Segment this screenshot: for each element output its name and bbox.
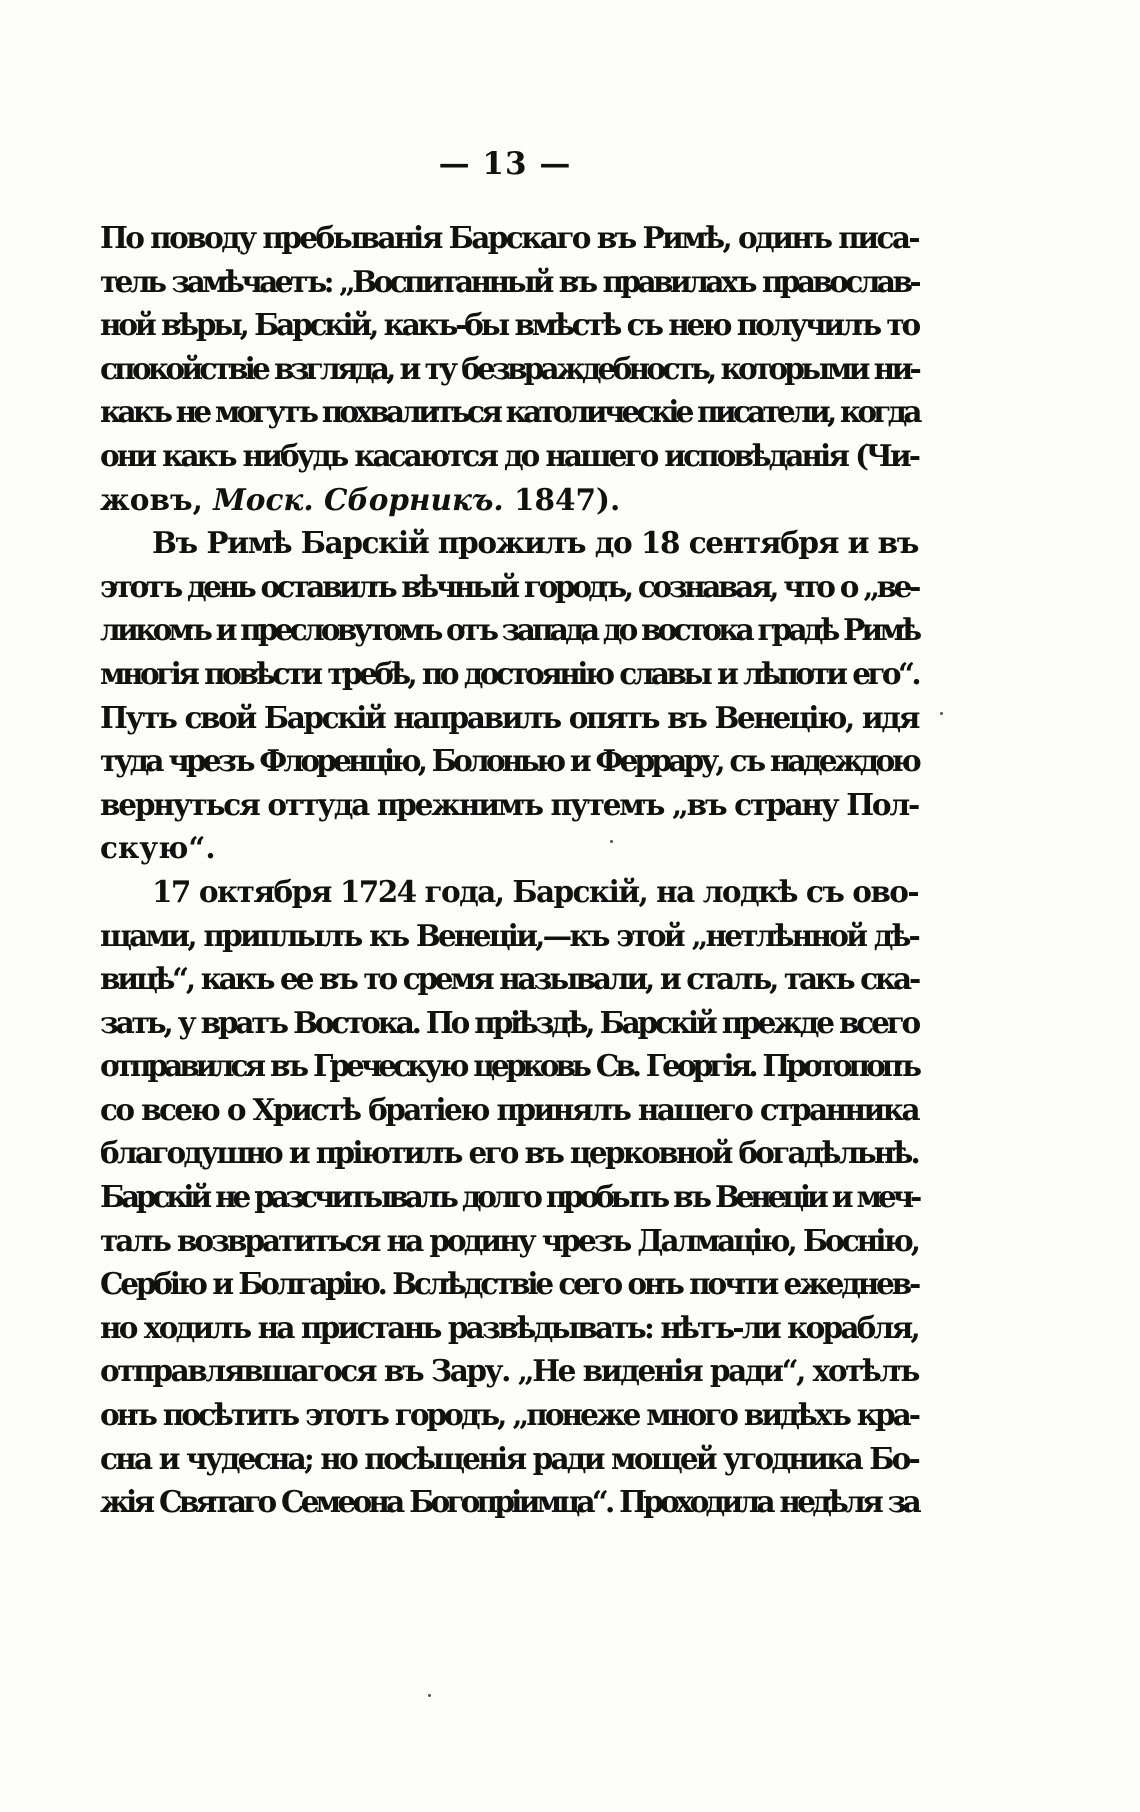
- body-text: [100, 216, 918, 1524]
- scan-speck: [428, 1694, 431, 1697]
- text-line: Въ Римѣ Барскій прожилъ до 18 сентября и въ: [152, 525, 918, 561]
- text-line: вицѣ“, какъ ее въ то сремя называли, и сталъ, такъ ска-: [100, 961, 918, 997]
- text-line: они какъ нибудь касаются до нашего исповѣданія (Чи-: [100, 437, 918, 473]
- journal-title: Моск. Сборникъ.: [213, 481, 504, 517]
- text-fragment: жовъ,: [100, 481, 214, 517]
- text-line: этотъ день оставилъ вѣчный городъ, сознавая, что о „ве-: [100, 568, 918, 604]
- text-line: отправился въ Греческую церковь Св. Георгія. Протопопъ: [100, 1048, 918, 1084]
- text-line: 17 октября 1724 года, Барскій, на лодкѣ съ ово-: [152, 873, 918, 909]
- text-line: щами, приплылъ къ Венеціи,—къ этой „нетлѣнной дѣ-: [100, 917, 918, 953]
- text-line: ликомъ и пресловутомъ отъ запада до востока градѣ Римѣ: [100, 612, 919, 648]
- scan-speck: [610, 840, 613, 843]
- text-fragment: 1847).: [503, 481, 621, 517]
- text-line: онъ посѣтить этотъ городъ, „понеже много видѣхъ кра-: [100, 1397, 918, 1433]
- page-number: — 13 —: [438, 146, 572, 182]
- text-line: вернуться оттуда прежнимъ путемъ „въ страну Пол-: [100, 786, 918, 822]
- text-line: спокойствіе взгляда, и ту безвраждебность, которыми ни-: [100, 350, 918, 386]
- text-line: многія повѣсти требѣ, по достоянію славы и лѣпоти его“.: [100, 655, 918, 691]
- text-line: талъ возвратиться на родину чрезъ Далмацію, Боснію,: [100, 1222, 918, 1258]
- scan-speck: [940, 712, 943, 715]
- text-line: зать, у вратъ Востока. По пріѣздѣ, Барскій прежде всего: [100, 1004, 918, 1040]
- text-line: скую“.: [100, 830, 216, 866]
- text-line: жія Святаго Семеона Богопріимца“. Проходила недѣля за: [100, 1484, 918, 1520]
- text-line: [100, 478, 918, 522]
- text-line: какъ не могутъ похвалиться католическіе писатели, когда: [100, 394, 919, 430]
- text-line: благодушно и пріютилъ его въ церковной богадѣльнѣ.: [100, 1135, 918, 1171]
- text-line: сна и чудесна; но посѣщенія ради мощей угодника Бо-: [100, 1440, 918, 1476]
- text-line: но ходилъ на пристань развѣдывать: нѣтъ-ли корабля,: [100, 1309, 918, 1345]
- text-line: Путь свой Барскій направилъ опять въ Венецію, идя: [100, 699, 918, 735]
- text-line: тель замѣчаетъ: „Воспитанный въ правилахъ православ-: [100, 263, 918, 299]
- text-line: Барскій не разсчитывалъ долго пробыть въ Венеціи и меч-: [100, 1179, 918, 1215]
- text-line: Сербію и Болгарію. Вслѣдствіе сего онъ почти ежеднев-: [100, 1266, 918, 1302]
- text-line: отправлявшагося въ Зару. „Не виденія ради“, хотѣлъ: [100, 1353, 918, 1389]
- text-line: туда чрезъ Флоренцію, Болонью и Феррару, съ надеждою: [100, 743, 918, 779]
- text-line: По поводу пребыванія Барскаго въ Римѣ, одинъ писа-: [100, 220, 918, 255]
- text-line: ной вѣры, Барскій, какъ-бы вмѣстѣ съ нею получилъ то: [100, 307, 918, 343]
- text-line: со всею о Христѣ братіею принялъ нашего странника: [100, 1091, 918, 1127]
